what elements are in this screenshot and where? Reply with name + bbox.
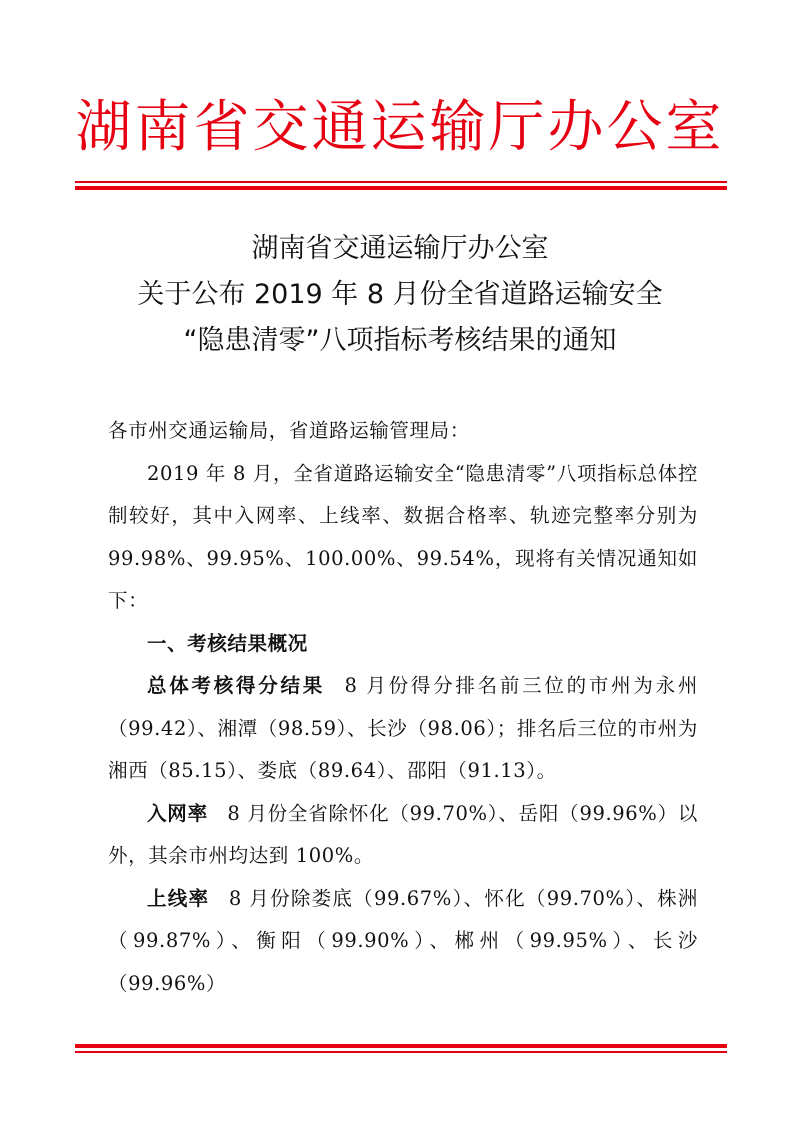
letterhead-divider-thick	[75, 186, 727, 190]
paragraph-text: 8 月份除娄底（99.67%）、怀化（99.70%）、株洲（99.87%）、衡阳（99.90%）、郴州（99.95%）、长沙（99.96%）	[108, 886, 698, 995]
document-title	[0, 226, 800, 364]
salutation: 各市州交通运输局，省道路运输管理局：	[108, 419, 470, 442]
paragraph-label: 上线率	[147, 886, 210, 910]
letterhead-org-name: 湖南省交通运输厅办公室	[75, 95, 725, 160]
intro-paragraph: 2019 年 8 月，全省道路运输安全“隐患清零”八项指标总体控制较好，其中入网率、上线率、数据合格率、轨迹完整率分别为 99.98%、99.95%、100.00%、99.54%，现将有关情况通知如下：	[108, 461, 698, 612]
paragraph-network-rate	[108, 793, 698, 878]
paragraph-overall-score	[108, 665, 698, 793]
footer-divider-thick	[75, 1044, 727, 1048]
paragraph-online-rate	[108, 878, 698, 1006]
paragraph-label: 总体考核得分结果	[147, 674, 325, 697]
paragraph-text: 8 月份得分排名前三位的市州为永州（99.42）、湘潭（98.59）、长沙（98.06）；排名后三位的市州为湘西（85.15）、娄底（89.64）、邵阳（91.13）。	[108, 674, 698, 782]
footer-divider-thin	[75, 1051, 727, 1053]
document-title-line-1: 湖南省交通运输厅办公室	[251, 233, 549, 264]
paragraph-text: 8 月份全省除怀化（99.70%）、岳阳（99.96%）以外，其余市州均达到 100%。	[108, 801, 698, 867]
paragraph-label: 入网率	[147, 801, 208, 825]
letterhead-divider-thin	[75, 181, 727, 183]
document-title-line-2: 关于公布 2019 年 8 月份全省道路运输安全	[137, 279, 663, 310]
section-heading-1: 一、考核结果概况	[147, 631, 308, 655]
document-title-line-3: “隐患清零”八项指标考核结果的通知	[183, 325, 617, 356]
document-body	[108, 410, 698, 1005]
